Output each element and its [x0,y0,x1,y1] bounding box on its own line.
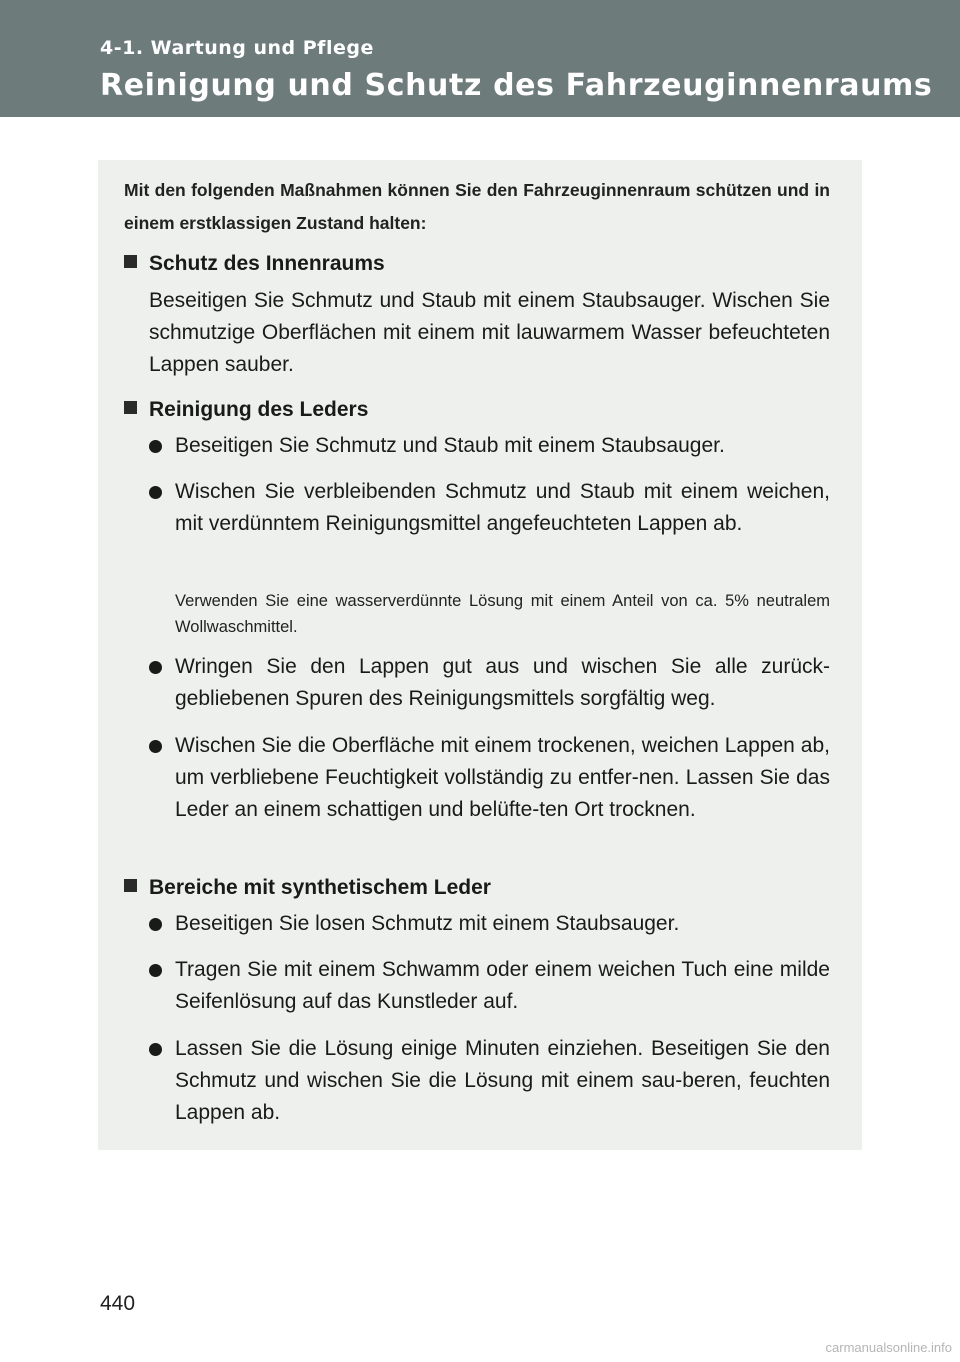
list-item-text: Wringen Sie den Lappen gut aus und wischen Sie alle zurück-gebliebenen Spuren des Reinigungsmittels sorgfältig weg. [175,655,830,710]
round-bullet-icon [149,918,162,931]
section-heading-synthetic-leather [124,873,491,903]
list-item [149,730,830,826]
list-item [149,908,830,940]
round-bullet-icon [149,661,162,674]
list-item-text: Beseitigen Sie Schmutz und Staub mit einem Staubsauger. [175,434,725,457]
round-bullet-icon [149,1043,162,1056]
round-bullet-icon [149,440,162,453]
list-item-text: Tragen Sie mit einem Schwamm oder einem weichen Tuch eine milde Seifenlösung auf das Kunstleder auf. [175,958,830,1013]
section-heading-interior-protection [124,249,385,279]
section-heading-label: Reinigung des Leders [149,398,369,421]
section-heading-label: Schutz des Innenraums [149,252,385,275]
intro-text: Mit den folgenden Maßnahmen können Sie den Fahrzeuginnenraum schützen und in einem erstklassigen Zustand halten: [124,180,830,233]
round-bullet-icon [149,486,162,499]
list-item [149,954,830,1018]
watermark: carmanualsonline.info [825,1340,952,1355]
chapter-section-label: 4-1. Wartung und Pflege [100,37,374,59]
chapter-header [0,0,960,117]
note-text: Verwenden Sie eine wasserverdünnte Lösung mit einem Anteil von ca. 5% neutralem Wollwaschmittel. [175,592,830,636]
list-item [149,651,830,715]
section-paragraph: Beseitigen Sie Schmutz und Staub mit einem Staubsauger. Wischen Sie schmutzige Oberflächen mit einem mit lauwarmem Wasser befeuchteten Lappen sauber. [149,289,830,376]
page-title: Reinigung und Schutz des Fahrzeuginnenraums [100,68,933,103]
section-heading-label: Bereiche mit synthetischem Leder [149,876,491,899]
list-item [149,430,830,462]
round-bullet-icon [149,740,162,753]
section-heading-leather-cleaning [124,395,368,425]
list-item-text: Lassen Sie die Lösung einige Minuten einziehen. Beseitigen Sie den Schmutz und wischen Sie die Lösung mit einem sau-beren, feuchten Lappen ab. [175,1037,830,1124]
content-box [98,160,862,1150]
list-item [149,476,830,540]
round-bullet-icon [149,964,162,977]
square-bullet-icon [124,879,137,892]
square-bullet-icon [124,255,137,268]
square-bullet-icon [124,401,137,414]
list-item-text: Beseitigen Sie losen Schmutz mit einem Staubsauger. [175,912,680,935]
list-item-text: Wischen Sie die Oberfläche mit einem trockenen, weichen Lappen ab, um verbliebene Feuchtigkeit vollständig zu entfer-nen. Lassen Sie das Leder an einem schattigen und belüfte-ten Ort trocknen. [175,734,830,821]
list-item [149,1033,830,1129]
page-number: 440 [100,1292,136,1315]
list-item-text: Wischen Sie verbleibenden Schmutz und Staub mit einem weichen, mit verdünntem Reinigungsmittel angefeuchteten Lappen ab. [175,480,830,535]
